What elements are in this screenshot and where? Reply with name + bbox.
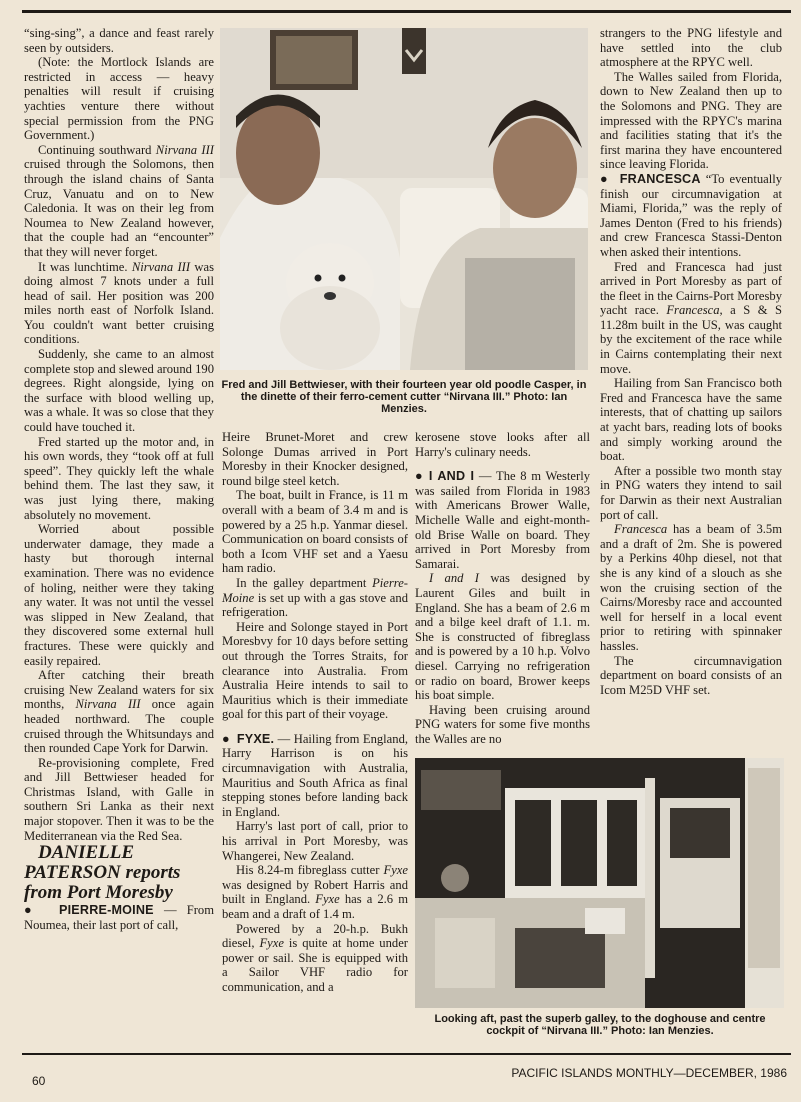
paragraph: The Walles sailed from Florida, down to New Zealand then up to the Solomons and PNG. They are impressed with the RPYC's marina and facilities stating that it's the first marina they have encountered since leaving Florida.	[600, 69, 782, 172]
paragraph: Powered by a 20-h.p. Bukh diesel, Fyxe is quite at home under power or sail. She is equipped with a Sailor VHF radio for communication, and a	[222, 921, 408, 994]
photo-caption: Looking aft, past the superb galley, to the doghouse and centre cockpit of “Nirvana III.” Photo: Ian Menzies.	[434, 1013, 766, 1037]
running-footer: PACIFIC ISLANDS MONTHLY—DECEMBER, 1986	[511, 1066, 787, 1080]
paragraph: His 8.24-m fibreglass cutter Fyxe was designed by Robert Harris and built in England. Fyxe has a 2.6 m beam and a draft of 1.4 m.	[222, 863, 408, 921]
paragraph: ● PIERRE-MOINE — From Noumea, their last port of call,	[24, 903, 215, 932]
bullet-icon: ●	[222, 731, 230, 746]
bullet-icon: ●	[600, 171, 610, 186]
paragraph: Harry's last port of call, prior to his arrival in Port Moresby, was Whangerei, New Zealand.	[222, 819, 408, 863]
paragraph: Francesca has a beam of 3.5m and a draft of 2m. She is powered by a Perkins 40hp diesel, not that she is any kind of a slouch as she won the cruising section of the Cairns/Moresby race and accounted well for herself in a local event prior to retiring with spinnaker hassles.	[600, 522, 782, 653]
paragraph: Re-provisioning complete, Fred and Jill Bettwieser headed for Christmas Island, with Galle in southern Sri Lanka as their next major stopover. Then it was to be the Mediterranean via the Red Sea.	[24, 755, 214, 843]
column-1	[24, 26, 214, 932]
paragraph: Fred and Francesca had just arrived in Port Moresby as part of the fleet in the Cairns-Port Moresby yacht race. Francesca, a S & S 11.28m built in the US, was caught by the excitement of the race while in Cairns contemplating their next move.	[600, 259, 782, 376]
paragraph: The circumnavigation department on board consists of an Icom M25D VHF set.	[600, 653, 782, 697]
column-3	[415, 430, 590, 746]
paragraph: ● FYXE. — Hailing from England, Harry Harrison is on his circumnavigation with Australia, Mauritius and South Africa as final stepping stones before landing back in England.	[222, 731, 409, 819]
paragraph: “sing-sing”, a dance and feast rarely seen by outsiders.	[24, 26, 214, 55]
paragraph: Heire and Solonge stayed in Port Moresbvy for 10 days before setting out through the Torres Straits, for clearance into Australia. From Australia Heire intends to sail to Mauritius which is their immediate goal for this part of their voyage.	[222, 619, 408, 722]
top-rule	[22, 10, 791, 13]
paragraph: In the galley department Pierre-Moine is set up with a gas stove and refrigeration.	[222, 575, 408, 620]
paragraph: Heire Brunet-Moret and crew Solonge Dumas arrived in Port Moresby in their Knocker designed, round bilge steel ketch.	[222, 430, 408, 488]
bullet-icon: ●	[415, 469, 425, 484]
paragraph: Hailing from San Francisco both Fred and Francesca have the same interests, that of chatting up sailors at yacht bars, reading lots of books and simply working around the boat.	[600, 376, 782, 464]
paragraph: strangers to the PNG lifestyle and have settled into the club atmosphere at the RPYC well.	[600, 26, 782, 70]
paragraph: After a possible two month stay in PNG waters they intend to sail for Darwin as their next Australian port of call.	[600, 463, 782, 522]
page-number: 60	[32, 1074, 46, 1088]
bullet-icon: ●	[24, 903, 39, 918]
paragraph: Worried about possible underwater damage, they made a hasty but thorough internal examination. There was no evidence of holing, neither were they taking any water. It was not until the vessel was slipped in New Zealand, that they discovered some external hull fractures. These were quickly and easily repaired.	[24, 522, 214, 668]
column-2	[222, 430, 408, 995]
paragraph: Continuing southward Nirvana III cruised through the Solomons, then through the island chains of Santa Cruz, Vanuatu and on to New Caledonia. It was on their leg from Noumea to New Zealand however, that the couple had an “encounter” that they will never forget.	[24, 142, 214, 259]
paragraph: It was lunchtime. Nirvana III was doing almost 7 knots under a full head of sail. Her position was 200 miles north east of Norfolk Island. You couldn't want better cruising conditions.	[24, 259, 214, 347]
paragraph: Fred started up the motor and, in his own words, they “took off at full speed”. They quickly left the whale behind them. The last they saw, it was just lying there, making absolutely no movement.	[24, 434, 214, 522]
byline-heading: DANIELLE PATERSON reports from Port Moresby	[24, 842, 181, 904]
column-4	[600, 26, 782, 697]
paragraph: ● I AND I — The 8 m Westerly was sailed from Florida in 1983 with Americans Brower Walle, Michelle Walle and eight-month-old Brise Walle on board. They arrived in Port Moresby from Samarai.	[415, 469, 591, 571]
paragraph: The boat, built in France, is 11 m overall with a beam of 3.4 m and is powered by a 25 h.p. Yanmar diesel. Communication on board consists of both a Icom VHF set and a Yaesu ham radio.	[222, 488, 408, 576]
paragraph: Having been cruising around PNG waters for some five months the Walles are no	[415, 702, 590, 746]
paragraph: (Note: the Mortlock Islands are restricted in access — heavy penalties will result if cruising yachties venture there without special permission from the PNG Government.)	[24, 55, 214, 143]
photo-galley	[415, 758, 784, 1008]
paragraph: Suddenly, she came to an almost complete stop and slewed around 190 degrees. Right alongside, lying on the surface with blood welling up, was a whale. It was so close that they could have touched it.	[24, 347, 214, 435]
paragraph: After catching their breath cruising New Zealand waters for six months, Nirvana III once again headed northward. The couple cruised through the Whitsundays and then rounded Cape York for Darwin.	[24, 668, 214, 756]
photo-couple-dinette	[220, 28, 588, 370]
paragraph: I and I was designed by Laurent Giles and built in England. She has a beam of 2.6 m and a bilge keel draft of 1.1. m. She is constructed of fibreglass and is powered by a 10 h.p. Volvo diesel. Carrying no refrigeration or radio on board, Brower keeps his boat simple.	[415, 571, 590, 703]
paragraph: kerosene stove looks after all Harry's culinary needs.	[415, 430, 590, 459]
paragraph: ● FRANCESCA “To eventually finish our circumnavigation at Miami, Florida,” was the reply of James Denton (Fred to his friends) and crew Francesca Stassi-Denton when asked their intentions.	[600, 171, 782, 259]
bottom-rule	[22, 1053, 791, 1055]
photo-caption: Fred and Jill Bettwieser, with their fourteen year old poodle Casper, in the dinette of their ferro-cement cutter “Nirvana III.” Photo: Ian Menzies.	[221, 379, 587, 415]
